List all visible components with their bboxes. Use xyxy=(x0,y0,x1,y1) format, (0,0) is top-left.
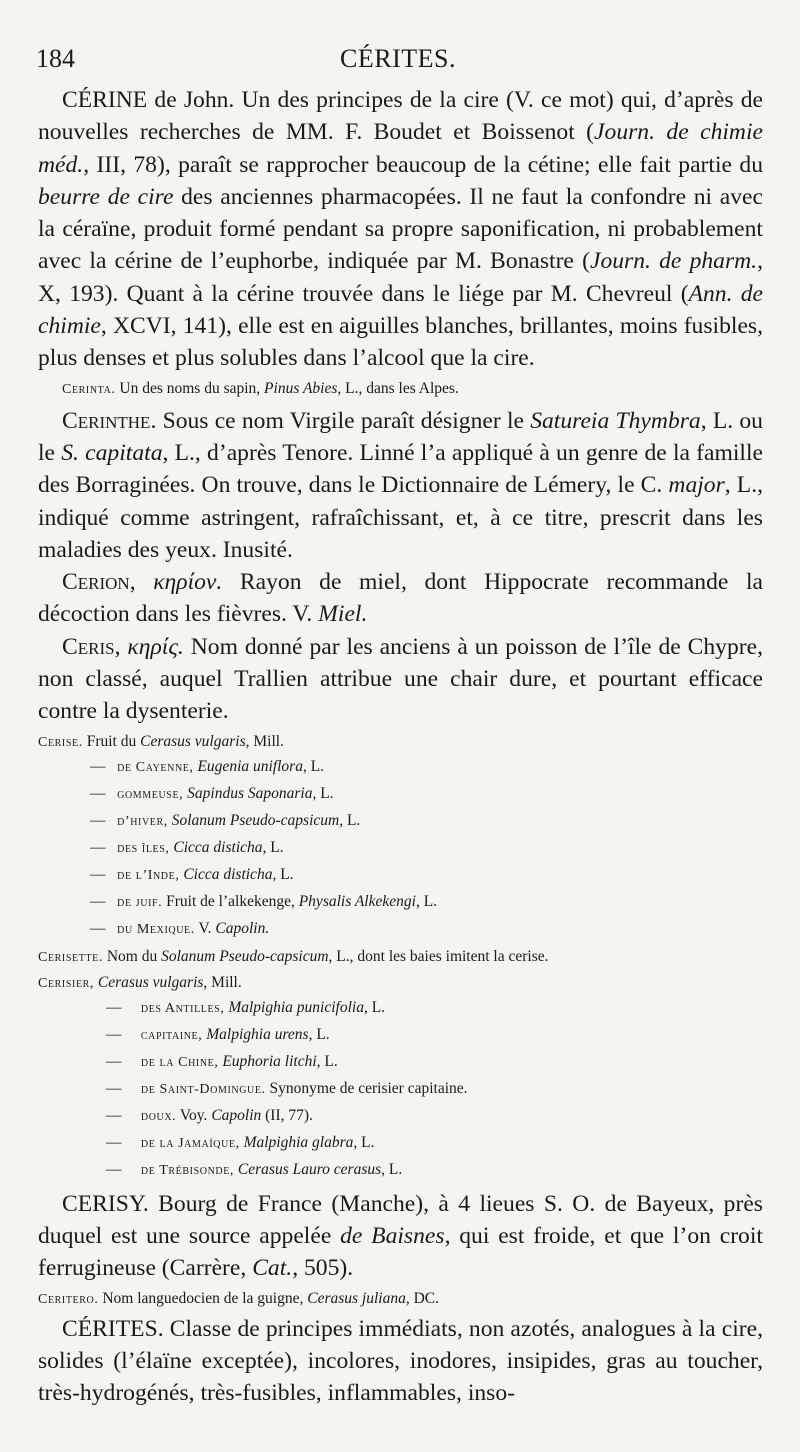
latin-name: Solanum Pseudo-capsicum xyxy=(171,811,340,829)
italic-term: beurre de cire xyxy=(38,183,174,210)
entry-head: Cerise. xyxy=(38,734,83,750)
dash: — xyxy=(106,1025,122,1043)
entry-text: de John. Un des principes de la cire (V. ce mot) qui, d’après de nouvelles recherches de MM. F. Boudet et Boissenot ( xyxy=(38,87,763,146)
entry-text: des anciennes pharmacopées. Il ne faut la confondre ni avec la céraïne, produit formé pendant sa propre saponification, ni probablement avec la cérine de l’euphorbe, indiquée par M. Bonastre ( xyxy=(38,183,763,275)
latin-name: S. capitata xyxy=(61,439,163,466)
entry-head: CÉRITES. xyxy=(62,1315,164,1342)
sub-entry xyxy=(38,781,763,808)
citation: Ann. de chimie xyxy=(38,280,764,340)
entry-text: , qui est froide, et que l’on croit ferrugineuse (Carrère, xyxy=(38,1222,763,1282)
entry-cerinthe xyxy=(38,405,763,566)
entry-text: Rayon de miel, dont Hippocrate recommande la décoction dans les fièvres. V. xyxy=(38,569,763,628)
dash: — xyxy=(90,757,106,775)
entry-text: Bourg de France (Manche), à 4 lieues S. O. de Bayeux, près duquel est une source appelée xyxy=(38,1190,763,1249)
dash: — xyxy=(90,838,106,856)
latin-name: Pinus Abies xyxy=(264,379,338,397)
sub-entry xyxy=(38,862,763,889)
sub-label: du Mexique. xyxy=(117,921,195,937)
sub-text: Voy. xyxy=(176,1106,212,1124)
page-body xyxy=(38,84,763,1409)
sub-label: de juif. xyxy=(117,894,163,910)
entry-head: Ceris xyxy=(62,633,115,660)
latin-name: Cerasus Lauro cerasus xyxy=(237,1160,382,1178)
sub-rest: , L. xyxy=(316,1052,338,1070)
entry-text: , DC. xyxy=(405,1289,440,1307)
entry-cerise xyxy=(38,730,763,754)
citation: Journ. de pharm. xyxy=(589,248,758,275)
entry-text: , 505). xyxy=(292,1255,354,1282)
entry-text: , Mill. xyxy=(203,973,242,991)
entry-text: , III, 78), paraît se rapprocher beaucoup de la cétine; elle fait partie du xyxy=(83,151,763,178)
entry-text: Nom donné par les anciens à un poisson de l’île de Chypre, non classé, auquel Trallien attribue une chair dure, et pourtant efficace contre la dysenterie. xyxy=(38,633,763,725)
sub-label: de la Jamaïque, xyxy=(140,1135,240,1151)
entry-head: CÉRINE xyxy=(62,87,148,113)
dash: — xyxy=(90,892,106,910)
entry-text: Nom languedocien de la guigne, xyxy=(98,1289,308,1307)
sub-entry xyxy=(38,1022,763,1049)
latin-name: Sapindus Saponaria xyxy=(187,784,313,802)
entry-ceris: Ceris, κηρίς. Nom donné par les anciens à un poisson de l’île de Chypre, non classé, auquel Trallien attribue une chair dure, et pourtant efficace contre la dysenterie. xyxy=(38,633,763,725)
entry-head: Cerinta. xyxy=(62,381,116,397)
dash: — xyxy=(90,784,106,802)
italic-term: Miel. xyxy=(318,601,368,628)
sub-entry xyxy=(38,1130,763,1157)
entry-ceritero xyxy=(38,1287,763,1311)
entry-text: , L., d’après Tenore. Linné l’a appliqué à un genre de la famille des Borraginées. On trouve, dans le Dictionnaire de Lémery, le C. xyxy=(38,439,764,499)
entry-text: , Mill. xyxy=(245,732,284,750)
entry-text: , L., indiqué comme astringent, rafraîchissant, et, à ce titre, prescrit dans les maladies des yeux. Inusité. xyxy=(38,472,763,563)
entry-text: Un des noms du sapin, xyxy=(115,379,265,397)
latin-name: Capolin xyxy=(211,1106,262,1124)
sub-label: de Cayenne, xyxy=(117,759,194,775)
sub-label: gommeuse, xyxy=(117,786,184,802)
entry-text: Classe de principes immédiats, non azotés, analogues à la cire, solides (l’élaïne exceptée), incolores, inodores, insipides, gras au toucher, très-hydrogénés, très-fusibles, inflammables, inso- xyxy=(38,1315,763,1407)
sub-entry xyxy=(38,916,763,943)
sub-text: Fruit de l’alkekenge, xyxy=(162,892,299,910)
entry-text: , L., dont les baies imitent la cerise. xyxy=(328,947,549,965)
sub-rest: , L. xyxy=(302,757,325,775)
citation: Cat. xyxy=(252,1255,293,1282)
sub-entry xyxy=(38,995,763,1022)
sub-entry xyxy=(38,754,763,781)
latin-name: major xyxy=(668,472,725,499)
entry-text: Nom du xyxy=(102,947,162,965)
running-title: CÉRITES. xyxy=(340,44,456,73)
entry-text: Sous ce nom Virgile paraît désigner le xyxy=(156,407,531,434)
latin-name: Solanum Pseudo-capsicum xyxy=(161,947,329,965)
sub-entry xyxy=(38,808,763,835)
entry-head: Ceritero. xyxy=(38,1291,99,1307)
dash: — xyxy=(106,1079,122,1097)
entry-cerisette xyxy=(38,945,763,969)
dash: — xyxy=(106,1106,122,1124)
latin-name: Euphoria litchi xyxy=(222,1052,317,1070)
latin-name: Cicca disticha xyxy=(173,838,263,856)
entry-cerion: Cerion, κηρίον. Rayon de miel, dont Hippocrate recommande la décoction dans les fièvres. V. Miel. xyxy=(38,569,763,628)
sub-entry xyxy=(38,1049,763,1076)
latin-name: Malpighia urens xyxy=(206,1025,309,1043)
entry-head: Cerisette. xyxy=(38,949,103,965)
sub-rest: , L. xyxy=(272,865,294,883)
sub-rest: , L. xyxy=(381,1160,403,1178)
sub-label: de l’Inde, xyxy=(117,867,180,883)
sub-text: V. xyxy=(194,919,216,937)
sub-entry xyxy=(38,1157,763,1184)
latin-name: Eugenia uniflora xyxy=(197,757,303,775)
sub-rest: , L. xyxy=(363,998,386,1016)
sub-label: doux. xyxy=(140,1108,177,1124)
entry-cerine xyxy=(38,84,763,375)
sub-rest: , L. xyxy=(415,892,438,910)
latin-name: Satureia Thymbra xyxy=(530,407,701,434)
entry-head: Cerinthe. xyxy=(62,407,157,434)
entry-head: Cerisier, xyxy=(38,975,95,991)
dash: — xyxy=(106,1160,122,1178)
sub-label: des Antilles, xyxy=(140,1000,225,1016)
entry-text: , L., dans les Alpes. xyxy=(337,379,459,397)
latin-name: Cicca disticha xyxy=(183,865,273,883)
dash: — xyxy=(90,919,106,937)
sub-rest: (II, 77). xyxy=(261,1106,313,1124)
sub-label: de la Chine, xyxy=(140,1054,219,1070)
entry-text: , X, 193). Quant à la cérine trouvée dans le liége par M. Chevreul ( xyxy=(38,248,763,307)
latin-name: Cerasus vulgaris xyxy=(97,973,204,991)
citation: Journ. de chimie méd. xyxy=(38,119,763,178)
sub-entry xyxy=(38,889,763,916)
dash: — xyxy=(90,865,106,883)
entry-cerites xyxy=(38,1313,763,1410)
latin-name: Cerasus juliana xyxy=(307,1289,406,1307)
sub-entry xyxy=(38,835,763,862)
greek-word: κηρίς. xyxy=(127,633,184,660)
latin-name: Malpighia glabra xyxy=(243,1133,354,1151)
sub-label: capitaine, xyxy=(140,1027,203,1043)
entry-head: Cerion xyxy=(62,569,130,596)
latin-name: Capolin. xyxy=(215,919,270,937)
cerisier-subentries xyxy=(38,995,763,1184)
sub-label: de Trébisonde, xyxy=(140,1162,235,1178)
sub-rest: , L. xyxy=(353,1133,375,1151)
sub-entry xyxy=(38,1076,763,1103)
sub-label: de Saint-Domingue. xyxy=(140,1081,266,1097)
sub-text: Synonyme de cerisier capitaine. xyxy=(265,1079,468,1097)
dash: — xyxy=(106,998,122,1016)
dash: — xyxy=(106,1052,122,1070)
entry-text: Fruit du xyxy=(82,732,141,750)
latin-name: Physalis Alkekengi xyxy=(298,892,416,910)
entry-head: CERISY. xyxy=(62,1190,149,1217)
sub-label: des îles, xyxy=(117,840,170,856)
entry-text: , L. ou le xyxy=(38,407,763,466)
entry-text: , XCVI, 141), elle est en aiguilles blanches, brillantes, moins fusibles, plus denses et plus solubles dans l’alcool que la cire. xyxy=(38,313,763,372)
page-number: 184 xyxy=(36,44,75,73)
italic-term: de Baisnes xyxy=(340,1222,445,1249)
dash: — xyxy=(90,811,106,829)
sub-rest: , L. xyxy=(339,811,361,829)
latin-name: Malpighia punicifolia xyxy=(228,998,364,1016)
sub-entry xyxy=(38,1103,763,1130)
entry-cerisy xyxy=(38,1188,763,1285)
greek-word: κηρίον. xyxy=(153,569,223,596)
latin-name: Cerasus vulgaris xyxy=(140,732,246,750)
sub-rest: , L. xyxy=(308,1025,330,1043)
cerise-subentries xyxy=(38,754,763,943)
sub-label: d’hiver, xyxy=(117,813,168,829)
entry-cerisier xyxy=(38,971,763,995)
dash: — xyxy=(106,1133,122,1151)
page-header xyxy=(36,44,760,78)
entry-cerinta xyxy=(38,377,763,401)
sub-rest: , L. xyxy=(312,784,334,802)
sub-rest: , L. xyxy=(262,838,284,856)
